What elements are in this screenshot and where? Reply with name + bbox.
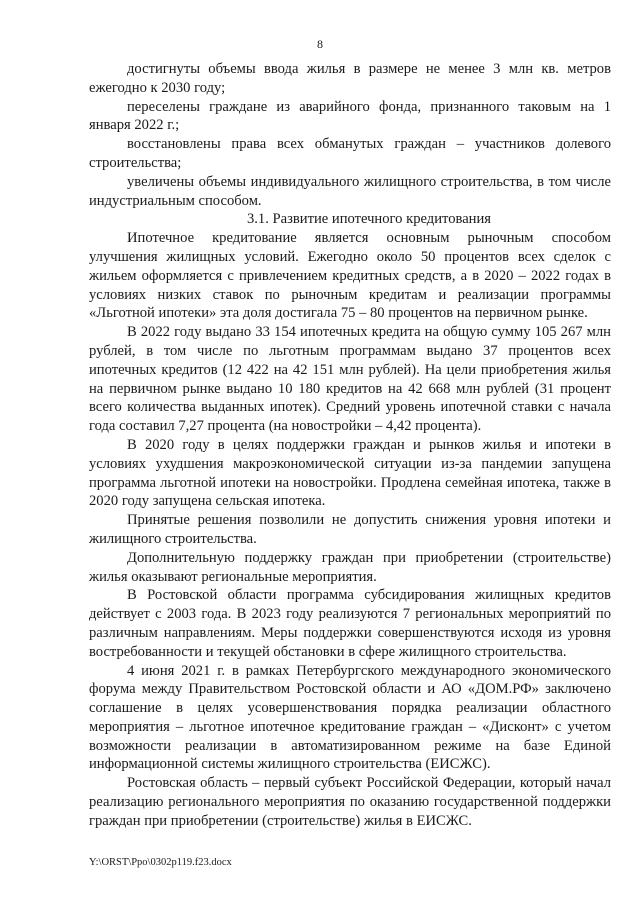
paragraph: Ростовская область – первый субъект Российской Федерации, который начал реализацию регионального мероприятия по оказанию государственной поддержки граждан при приобретении (строительстве) жилья в ЕИСЖС.: [89, 775, 611, 829]
footer-file-path: Y:\ORST\Ppo\0302p119.f23.docx: [89, 857, 232, 868]
document-body: [89, 60, 611, 831]
paragraph: В 2022 году выдано 33 154 ипотечных кредита на общую сумму 105 267 млн рублей, в том числе по льготным программам выдано 37 процентов всех ипотечных кредитов (12 422 на 42 151 млн рублей). На цели приобретения жилья на первичном рынке выдано 10 180 кредитов на 42 668 млн рублей (31 процент всего количества выданных ипотек). Средний уровень ипотечной ставки с начала года составил 7,27 процента (на новостройки – 4,42 процента).: [89, 324, 611, 435]
paragraph: 4 июня 2021 г. в рамках Петербургского международного экономического форума между Правительством Ростовской области и АО «ДОМ.РФ» заключено соглашение в целях усовершенствования порядка реализации областного мероприятия – льготное ипотечное кредитование граждан – «Дисконт» с учетом возможности реализации в автоматизированном режиме на базе Единой информационной системы жилищного строительства (ЕИСЖС).: [89, 662, 611, 773]
list-item: достигнуты объемы ввода жилья в размере не менее 3 млн кв. метров ежегодно к 2030 году;: [89, 61, 611, 96]
paragraph: Принятые решения позволили не допустить снижения уровня ипотеки и жилищного строительства.: [89, 512, 611, 547]
list-item: переселены граждане из аварийного фонда, признанного таковым на 1 января 2022 г.;: [89, 98, 611, 134]
list-item: увеличены объемы индивидуального жилищного строительства, в том числе индустриальным способом.: [89, 173, 611, 209]
list-item: восстановлены права всех обманутых граждан – участников долевого строительства;: [89, 136, 611, 171]
paragraph: Дополнительную поддержку граждан при приобретении (строительстве) жилья оказывают региональные мероприятия.: [89, 549, 611, 585]
paragraph: В 2020 году в целях поддержки граждан и рынков жилья и ипотеки в условиях ухудшения макроэкономической ситуации из-за пандемии запущена программа льготной ипотеки на новостройки. Продлена семейная ипотека, также в 2020 году запущена сельская ипотека.: [89, 436, 611, 510]
page-number: 8: [317, 37, 323, 51]
section-heading: 3.1. Развитие ипотечного кредитования: [246, 211, 492, 228]
paragraph: Ипотечное кредитование является основным рыночным способом улучшения жилищных условий. Ежегодно около 50 процентов всех сделок с жильем оформляется с привлечением кредитных средств, а в 2020 – 2022 годах в условиях низких ставок по рыночным кредитам и реализации программы «Льготной ипотеки» эта доля достигала 75 – 80 процентов на первичном рынке.: [89, 230, 611, 322]
paragraph: В Ростовской области программа субсидирования жилищных кредитов действует с 2003 года. В 2023 году реализуются 7 региональных мероприятий по различным направлениям. Меры поддержки совершенствуются исходя из уровня востребованности и текущей обстановки в сфере жилищного строительства.: [89, 587, 611, 660]
